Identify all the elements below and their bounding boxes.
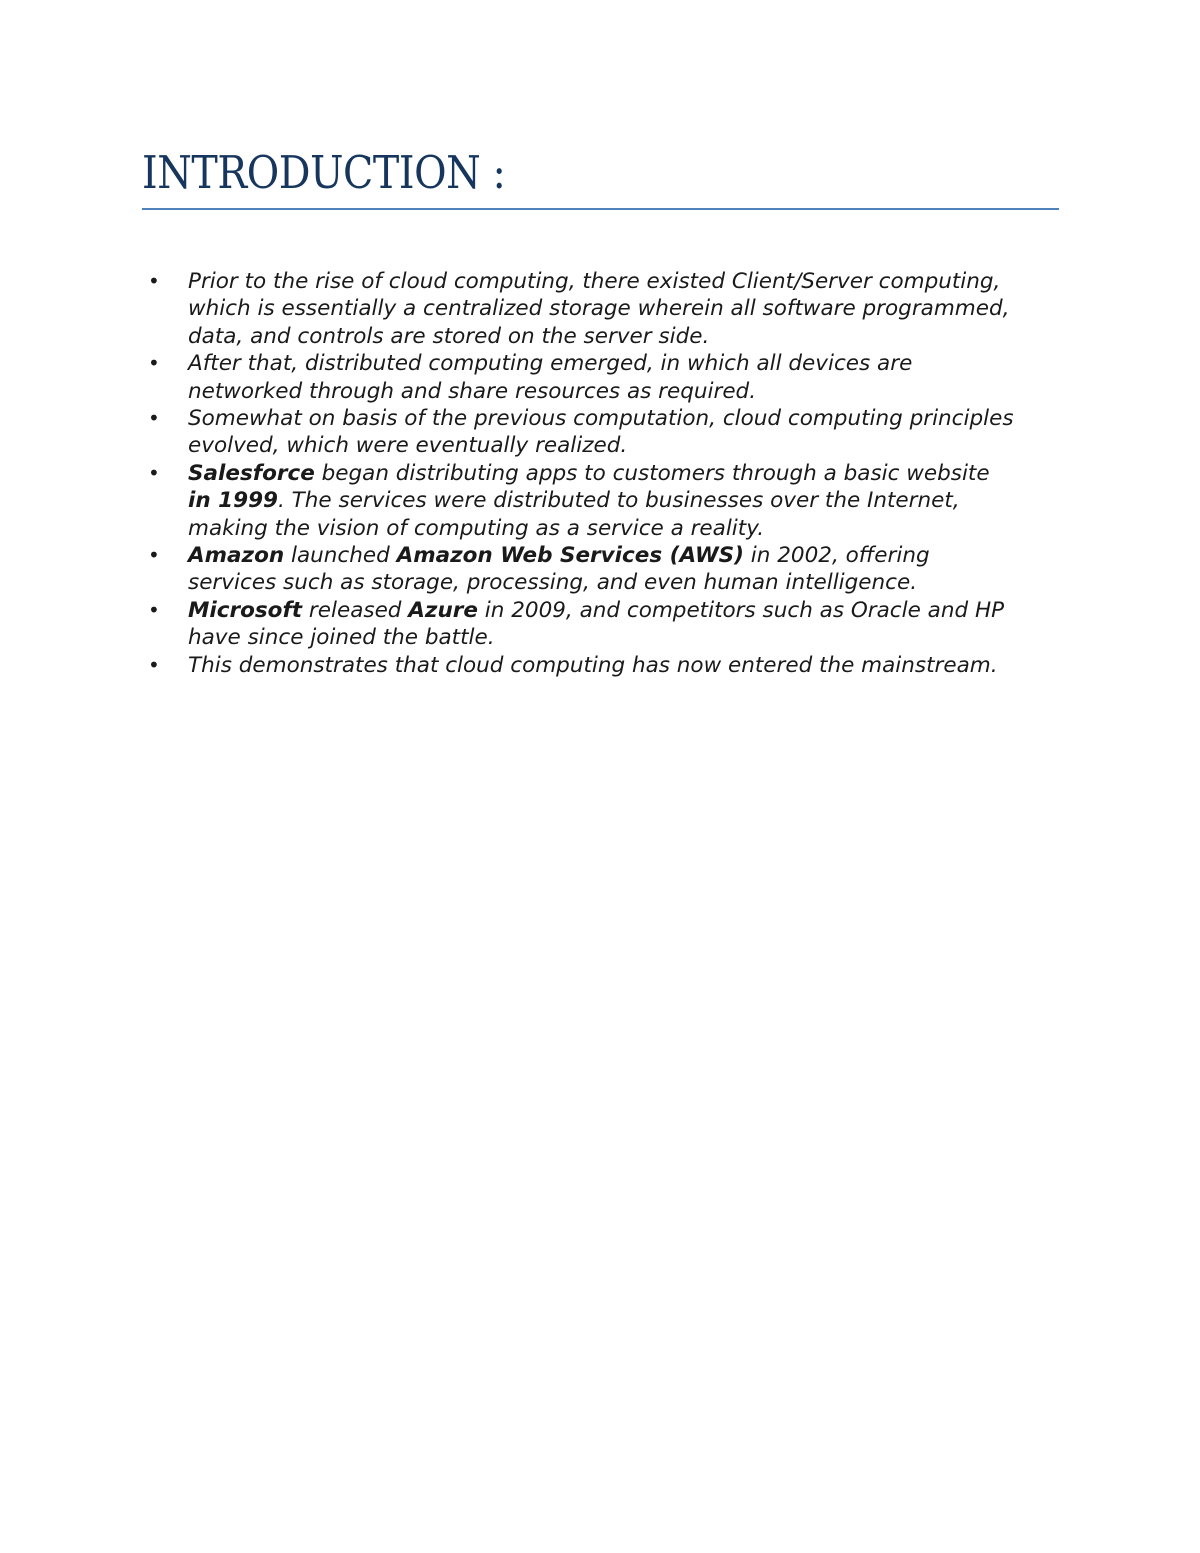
bullet-icon: • [148, 269, 160, 293]
bold-term-aws: Amazon Web Services (AWS) [396, 543, 744, 569]
item-text: . The services were distributed to businesses over the Internet, making the vision of computing as a service a reality. [188, 488, 960, 541]
list-item [148, 542, 1018, 597]
item-text: in 2009, and competitors such as Oracle and HP have since joined the battle. [188, 597, 1005, 651]
item-text: released [302, 597, 409, 623]
item-text: in 2002, offering services such as storage, processing, and even human intelligence. [188, 543, 930, 596]
bold-term-microsoft: Microsoft [188, 597, 303, 623]
item-text: Somewhat on basis of the previous computation, cloud computing principles evolved, which were eventually realized. [188, 406, 1014, 459]
item-text: After that, distributed computing emerged, in which all devices are networked through and share resources as required. [188, 351, 913, 404]
bullet-icon: • [148, 597, 160, 622]
page-title: INTRODUCTION : [142, 146, 506, 199]
item-text: Prior to the rise of cloud computing, there existed Client/Server computing, which is essentially a centralized storage wherein all software programmed, data, and controls are stored on the server side. [188, 269, 1010, 349]
bullet-icon: • [148, 652, 160, 677]
item-text: launched [284, 543, 397, 569]
bold-term-amazon: Amazon [188, 543, 285, 569]
bullet-icon: • [148, 351, 160, 376]
bullet-icon: • [148, 406, 160, 431]
bold-term-azure: Azure [408, 597, 478, 623]
bullet-icon: • [148, 543, 160, 568]
bullet-list [148, 268, 1018, 679]
list-item [148, 268, 1018, 350]
list-item [148, 597, 1018, 652]
heading-underline [142, 208, 1059, 210]
bullet-icon: • [148, 460, 160, 485]
list-item [148, 405, 1018, 460]
list-item [148, 350, 1018, 405]
bold-term-year: in 1999 [188, 488, 278, 514]
item-text: began distributing apps to customers through a basic website [314, 460, 990, 486]
list-item [148, 652, 1018, 679]
item-text: This demonstrates that cloud computing has now entered the mainstream. [188, 652, 998, 678]
list-item [148, 460, 1018, 542]
bold-term-salesforce: Salesforce [188, 460, 315, 486]
